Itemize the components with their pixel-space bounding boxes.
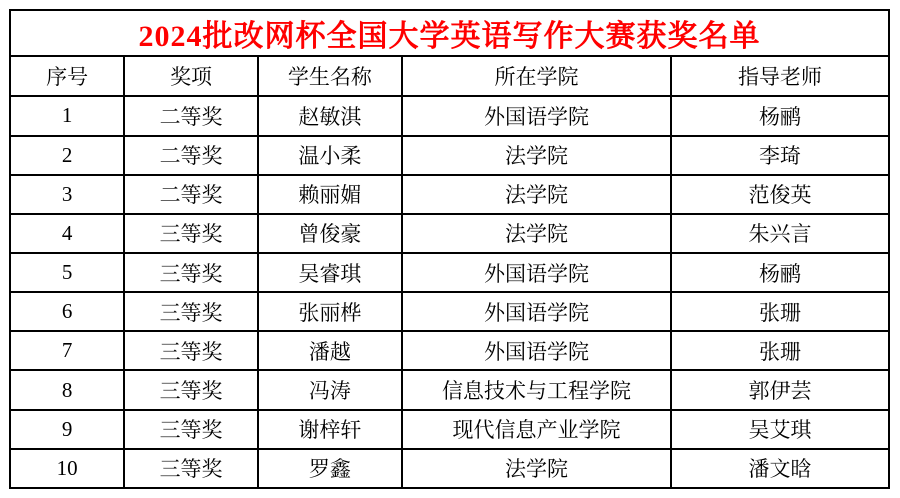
- cell-teacher: 杨鹂: [671, 96, 889, 135]
- cell-award: 三等奖: [124, 449, 258, 488]
- cell-student: 赖丽媚: [258, 175, 402, 214]
- title-row: [10, 10, 889, 56]
- cell-seq: 3: [10, 175, 124, 214]
- cell-award: 三等奖: [124, 331, 258, 370]
- cell-seq: 7: [10, 331, 124, 370]
- cell-teacher: 张珊: [671, 331, 889, 370]
- cell-college: 法学院: [402, 214, 671, 253]
- cell-college: 外国语学院: [402, 331, 671, 370]
- cell-seq: 10: [10, 449, 124, 488]
- cell-seq: 4: [10, 214, 124, 253]
- cell-college: 信息技术与工程学院: [402, 370, 671, 409]
- cell-student: 吴睿琪: [258, 253, 402, 292]
- column-header-student: 学生名称: [258, 56, 402, 96]
- cell-teacher: 吴艾琪: [671, 410, 889, 449]
- header-row: [10, 56, 889, 96]
- cell-student: 潘越: [258, 331, 402, 370]
- cell-teacher: 李琦: [671, 136, 889, 175]
- cell-seq: 2: [10, 136, 124, 175]
- awards-table: [9, 9, 890, 489]
- table-row: [10, 96, 889, 135]
- cell-college: 外国语学院: [402, 253, 671, 292]
- cell-student: 温小柔: [258, 136, 402, 175]
- cell-award: 二等奖: [124, 175, 258, 214]
- column-header-seq: 序号: [10, 56, 124, 96]
- cell-teacher: 朱兴言: [671, 214, 889, 253]
- cell-seq: 6: [10, 292, 124, 331]
- table-row: [10, 370, 889, 409]
- cell-award: 三等奖: [124, 410, 258, 449]
- table-row: [10, 253, 889, 292]
- table-row: [10, 175, 889, 214]
- cell-seq: 9: [10, 410, 124, 449]
- cell-college: 法学院: [402, 449, 671, 488]
- cell-award: 二等奖: [124, 136, 258, 175]
- cell-award: 三等奖: [124, 214, 258, 253]
- column-header-award: 奖项: [124, 56, 258, 96]
- table-row: [10, 292, 889, 331]
- table-row: [10, 214, 889, 253]
- table-row: [10, 136, 889, 175]
- cell-student: 冯涛: [258, 370, 402, 409]
- cell-teacher: 郭伊芸: [671, 370, 889, 409]
- cell-college: 外国语学院: [402, 292, 671, 331]
- cell-award: 三等奖: [124, 253, 258, 292]
- cell-teacher: 杨鹂: [671, 253, 889, 292]
- cell-college: 外国语学院: [402, 96, 671, 135]
- cell-teacher: 张珊: [671, 292, 889, 331]
- cell-seq: 5: [10, 253, 124, 292]
- column-header-teacher: 指导老师: [671, 56, 889, 96]
- cell-award: 三等奖: [124, 292, 258, 331]
- cell-student: 张丽桦: [258, 292, 402, 331]
- table-row: [10, 410, 889, 449]
- cell-teacher: 潘文晗: [671, 449, 889, 488]
- column-header-college: 所在学院: [402, 56, 671, 96]
- cell-student: 赵敏淇: [258, 96, 402, 135]
- cell-award: 三等奖: [124, 370, 258, 409]
- cell-college: 现代信息产业学院: [402, 410, 671, 449]
- cell-student: 曾俊豪: [258, 214, 402, 253]
- table-row: [10, 449, 889, 488]
- cell-seq: 1: [10, 96, 124, 135]
- table-row: [10, 331, 889, 370]
- cell-award: 二等奖: [124, 96, 258, 135]
- cell-teacher: 范俊英: [671, 175, 889, 214]
- cell-college: 法学院: [402, 136, 671, 175]
- cell-student: 罗鑫: [258, 449, 402, 488]
- cell-college: 法学院: [402, 175, 671, 214]
- page-title: 2024批改网杯全国大学英语写作大赛获奖名单: [10, 10, 889, 56]
- cell-seq: 8: [10, 370, 124, 409]
- cell-student: 谢梓轩: [258, 410, 402, 449]
